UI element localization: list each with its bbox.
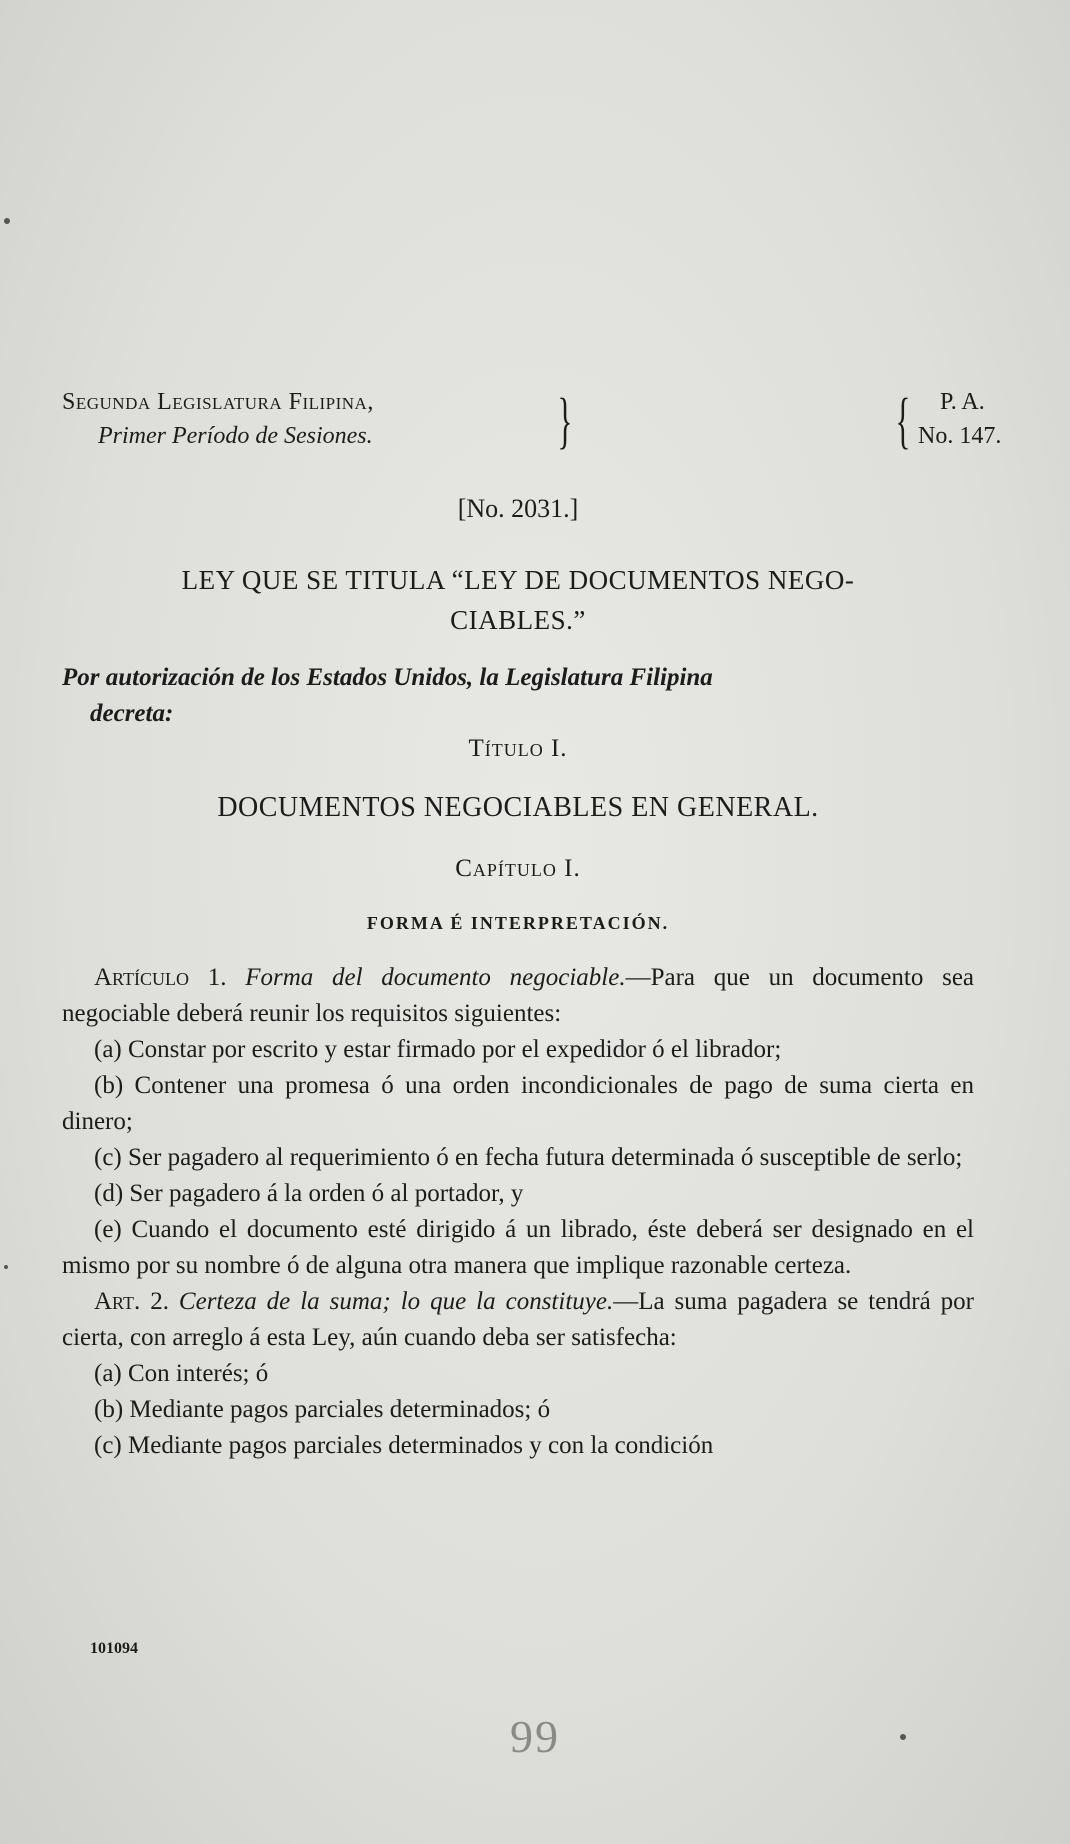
article-heading: Certeza de la suma; lo que la constituye.: [178, 1288, 614, 1315]
session-period: Primer Período de Sesiones.: [98, 423, 373, 449]
bill-number: No. 147.: [918, 423, 1002, 449]
bill-prefix: P. A.: [940, 389, 985, 415]
enactment-line-1: Por autorización de los Estados Unidos, la Legislatura Filipina: [62, 664, 713, 691]
list-item: (c) Ser pagadero al requerimiento ó en fecha futura determinada ó susceptible de serlo;: [94, 1144, 963, 1171]
scan-speck: [4, 1265, 8, 1269]
list-item: (b) Mediante pagos parciales determinados; ó: [94, 1396, 551, 1423]
article-label: Artículo 1.: [94, 964, 227, 991]
list-item: (a) Constar por escrito y estar firmado por el expedidor ó el librador;: [94, 1036, 782, 1063]
list-item: (c) Mediante pagos parciales determinados y con la condición: [94, 1432, 714, 1459]
law-title: [62, 560, 974, 640]
chapter-heading: FORMA É INTERPRETACIÓN.: [366, 913, 670, 933]
article-label: Art. 2.: [94, 1288, 169, 1315]
title-heading: DOCUMENTOS NEGOCIABLES EN GENERAL.: [217, 792, 819, 823]
scan-speck: [4, 218, 10, 224]
printer-code: 101094: [90, 1640, 138, 1657]
law-title-line-2: CIABLES.”: [450, 605, 586, 635]
article-text: —La suma pagadera se tendrá por cierta, con arreglo á esta Ley, aún cuando deba ser satisfecha:: [62, 1288, 974, 1351]
page-number: 99: [510, 1711, 560, 1762]
article-1: [62, 960, 974, 1032]
right-brace-icon: }: [557, 387, 573, 455]
article-text: —Para que un documento sea negociable deberá reunir los requisitos siguientes:: [62, 964, 975, 1027]
article-heading: Forma del documento negociable.: [245, 964, 626, 991]
chapter-number: Capítulo I.: [455, 855, 581, 882]
list-item: (b) Contener una promesa ó una orden incondicionales de pago de suma cierta en dinero;: [62, 1072, 974, 1135]
document-body: [62, 960, 974, 1464]
law-title-line-1: LEY QUE SE TITULA “LEY DE DOCUMENTOS NEGO-: [181, 565, 855, 595]
document-number: [No. 2031.]: [457, 494, 579, 523]
list-item: (a) Con interés; ó: [94, 1360, 269, 1387]
enactment-line-2: decreta:: [90, 700, 174, 727]
list-item: (d) Ser pagadero á la orden ó al portador, y: [94, 1180, 524, 1207]
document-header: [62, 385, 1002, 455]
enactment-clause: [62, 660, 974, 732]
article-2: [62, 1284, 974, 1356]
header-session-info: [62, 385, 374, 453]
list-item: (e) Cuando el documento esté dirigido á un librado, éste deberá ser designado en el mismo por su nombre ó de alguna otra manera que implique razonable certeza.: [62, 1216, 974, 1279]
legislature-name: Segunda Legislatura Filipina,: [62, 389, 374, 415]
header-bill-reference: [918, 385, 1001, 453]
left-brace-icon: {: [895, 387, 911, 455]
title-number: Título I.: [468, 735, 568, 762]
